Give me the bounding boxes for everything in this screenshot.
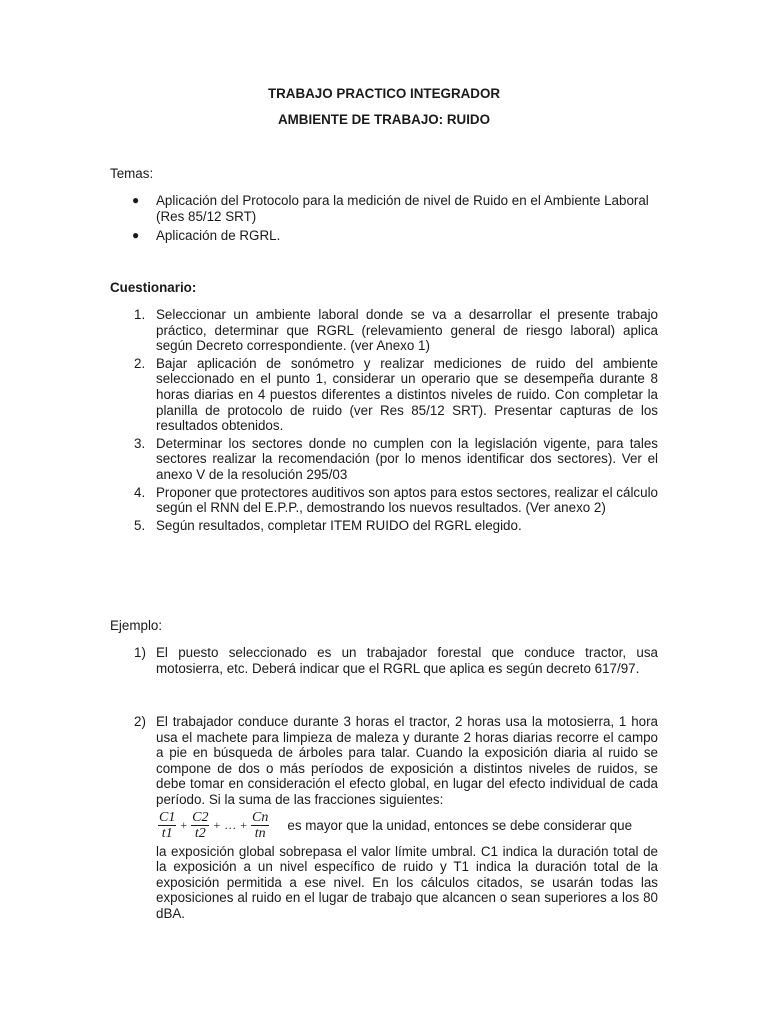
ellipsis: … — [224, 817, 237, 832]
item-number: 1) — [134, 645, 146, 660]
tema-text: Aplicación de RGRL. — [156, 228, 281, 244]
document-subtitle: AMBIENTE DE TRABAJO: RUIDO — [277, 112, 491, 127]
ejemplo-item-1 — [110, 645, 658, 676]
cuestionario-list — [110, 307, 658, 535]
fraction-sum-formula — [156, 810, 271, 841]
list-item — [110, 436, 658, 483]
temas-label: Temas: — [110, 166, 154, 181]
formula-row — [156, 809, 658, 843]
list-item — [110, 307, 658, 354]
item-text: Proponer que protectores auditivos son aptos para estos sectores, realizar el cálculo según el RNN del E.P.P., demostrando los nuevos resultados. (Ver anexo 2) — [156, 484, 658, 516]
plus-sign: + — [240, 817, 248, 832]
list-item — [110, 518, 658, 534]
item-text-before: El trabajador conduce durante 3 horas el tractor, 2 horas usa la motosierra, 1 hora usa el machete para limpieza de maleza y durante 2 horas diarias recorre el campo a pie en búsqueda de árboles para talar. Cuando la exposición diaria al ruido se compone de dos o más períodos de exposición a distintos niveles de ruidos, se debe tomar en consideración el efecto global, en lugar del efecto individual de cada período. Si la suma de las fracciones siguientes: — [156, 714, 658, 807]
plus-sign: + — [180, 817, 188, 832]
list-item — [110, 193, 658, 224]
item-text-inline: es mayor que la unidad, entonces se debe considerar que — [287, 817, 633, 833]
item-number: 5. — [134, 517, 146, 533]
item-number: 4. — [134, 484, 146, 500]
ejemplo-item-2 — [110, 714, 658, 922]
list-item — [110, 356, 658, 434]
fraction-n: $\frac{Cn}{tn}$ — [252, 810, 269, 842]
item-number: 3. — [134, 435, 146, 451]
item-text: Determinar los sectores donde no cumplen con la legislación vigente, para tales sectores realizar la recomendación (por lo menos identificar dos sectores). Ver el anexo V de la resolución 295/03 — [156, 435, 658, 482]
item-number: 2) — [134, 714, 146, 729]
fraction-2: $\frac{C2}{t2}$ — [192, 810, 209, 842]
bullet-icon: ● — [132, 228, 140, 243]
item-text: Bajar aplicación de sonómetro y realizar mediciones de ruido del ambiente seleccionado en el punto 1, considerar un operario que se desempeña durante 8 horas diarias en 4 puestos diferentes a distintos niveles de ruido. Con completar la planilla de protocolo de ruido (ver Res 85/12 SRT). Presentar capturas de los resultados obtenidos. — [156, 355, 658, 434]
item-number: 1. — [134, 307, 146, 322]
item-text: Seleccionar un ambiente laboral donde se va a desarrollar el presente trabajo práctico, determinar que RGRL (relevamiento general de riesgo laboral) aplica según Decreto correspondiente. (ver Anexo 1) — [156, 307, 658, 354]
plus-sign: + — [213, 817, 221, 832]
tema-text: Aplicación del Protocolo para la medición de nivel de Ruido en el Ambiente Laboral (Res 85/12 SRT) — [156, 193, 649, 224]
ejemplo-label: Ejemplo: — [110, 618, 163, 633]
document-title: TRABAJO PRACTICO INTEGRADOR — [267, 86, 501, 101]
bullet-icon: ● — [132, 193, 140, 207]
fraction-1: $\frac{C1}{t1}$ — [159, 810, 176, 842]
list-item — [110, 485, 658, 516]
cuestionario-label: Cuestionario: — [110, 280, 197, 295]
item-text: Según resultados, completar ITEM RUIDO del RGRL elegido. — [156, 517, 522, 533]
temas-list — [110, 193, 658, 248]
item-text: El puesto seleccionado es un trabajador forestal que conduce tractor, usa motosierra, etc. Deberá indicar que el RGRL que aplica es según decreto 617/97. — [156, 645, 658, 676]
list-item — [110, 228, 658, 244]
item-number: 2. — [134, 355, 146, 371]
item-text-after: la exposición global sobrepasa el valor límite umbral. C1 indica la duración total de la exposición a un nivel específico de ruido y T1 indica la duración total de la exposición permitida a ese nivel. En los cálculos citados, se usarán todas las exposiciones al ruido en el lugar de trabajo que alcancen o sean superiores a los 80 dBA. — [156, 843, 658, 921]
